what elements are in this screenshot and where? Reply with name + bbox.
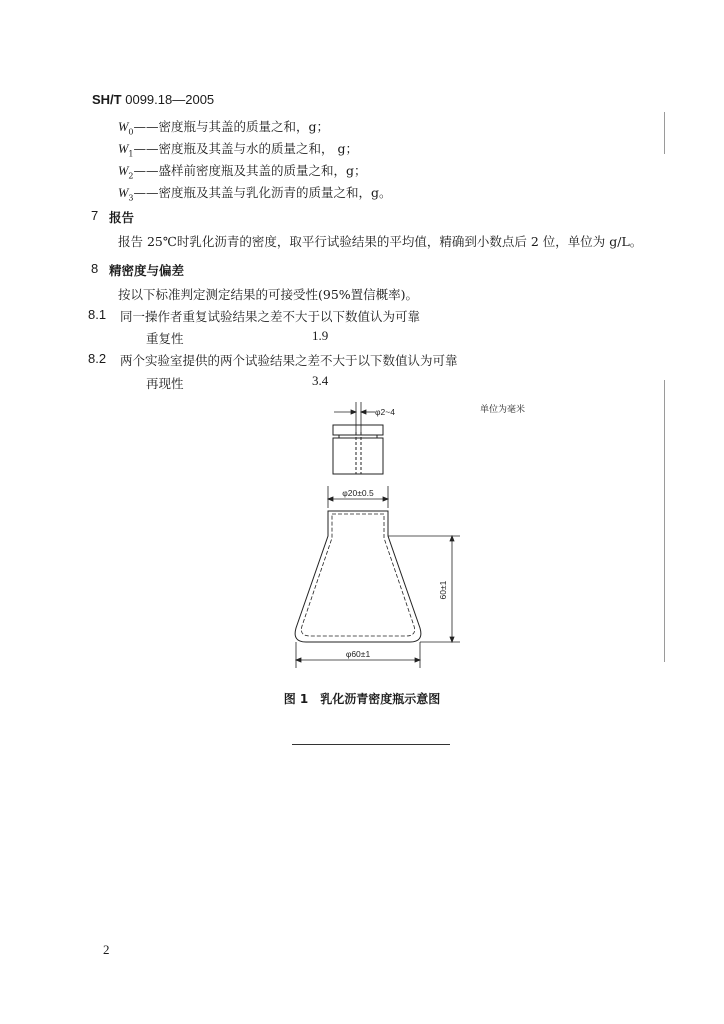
clause-8-2-number: 8.2 — [88, 351, 107, 366]
variable-symbol: W — [118, 186, 129, 200]
variable-description: ——盛样前密度瓶及其盖的质量之和，g； — [133, 163, 367, 178]
base-dimension-label: φ60±1 — [345, 649, 371, 659]
figure-caption: 图 1 乳化沥青密度瓶示意图 — [283, 692, 441, 706]
scan-margin-line — [664, 380, 665, 662]
variable-subscript: 1 — [128, 149, 134, 159]
repeatability-label: 重复性 — [146, 331, 184, 346]
variable-symbol: W — [118, 164, 129, 178]
scan-margin-line — [664, 112, 665, 154]
unit-note: 单位为毫米 — [480, 404, 526, 414]
stopper-hole-dimension — [334, 402, 375, 432]
variable-description: ——密度瓶及其盖与乳化沥青的质量之和，g。 — [133, 185, 392, 200]
height-dimension-label: 60±1 — [438, 580, 448, 600]
section-7-text: 报告 25℃时乳化沥青的密度，取平行试验结果的平均值，精确到小数点后 2 位，单位为 g/L。 — [118, 234, 643, 249]
end-rule — [292, 744, 450, 745]
variable-description: ——密度瓶与其盖的质量之和，g； — [133, 119, 330, 134]
section-8-intro: 按以下标准判定测定结果的可接受性(95%置信概率)。 — [118, 287, 419, 302]
clause-8-1-text: 同一操作者重复试验结果之差不大于以下数值认为可靠 — [120, 309, 421, 324]
page-number: 2 — [103, 942, 110, 957]
reproducibility-value: 3.4 — [312, 373, 329, 388]
standard-prefix: SH/T — [92, 92, 122, 107]
clause-8-2-text: 两个实验室提供的两个试验结果之差不大于以下数值认为可靠 — [120, 353, 458, 368]
repeatability-value: 1.9 — [312, 328, 329, 343]
variable-description: ——密度瓶及其盖与水的质量之和， g； — [133, 141, 358, 156]
variable-subscript: 0 — [128, 127, 134, 137]
section-8-number: 8 — [91, 261, 99, 276]
section-8-title: 精密度与偏差 — [109, 263, 185, 278]
clause-8-1-number: 8.1 — [88, 307, 107, 322]
flask-outer-wall — [295, 511, 421, 642]
section-7-title: 报告 — [109, 210, 135, 225]
variable-symbol: W — [118, 142, 129, 156]
height-dimension — [388, 536, 460, 642]
stopper — [333, 425, 383, 474]
variable-symbol: W — [118, 120, 129, 134]
flask-inner-wall — [301, 514, 414, 636]
standard-number: 0099.18—2005 — [121, 92, 215, 107]
neck-dimension-label: φ20±0.5 — [342, 488, 374, 498]
variable-subscript: 3 — [128, 193, 134, 203]
reproducibility-label: 再现性 — [146, 376, 184, 391]
variable-subscript: 2 — [128, 171, 134, 181]
stopper-hole-label: φ2~4 — [375, 407, 395, 417]
section-7-number: 7 — [91, 208, 99, 223]
